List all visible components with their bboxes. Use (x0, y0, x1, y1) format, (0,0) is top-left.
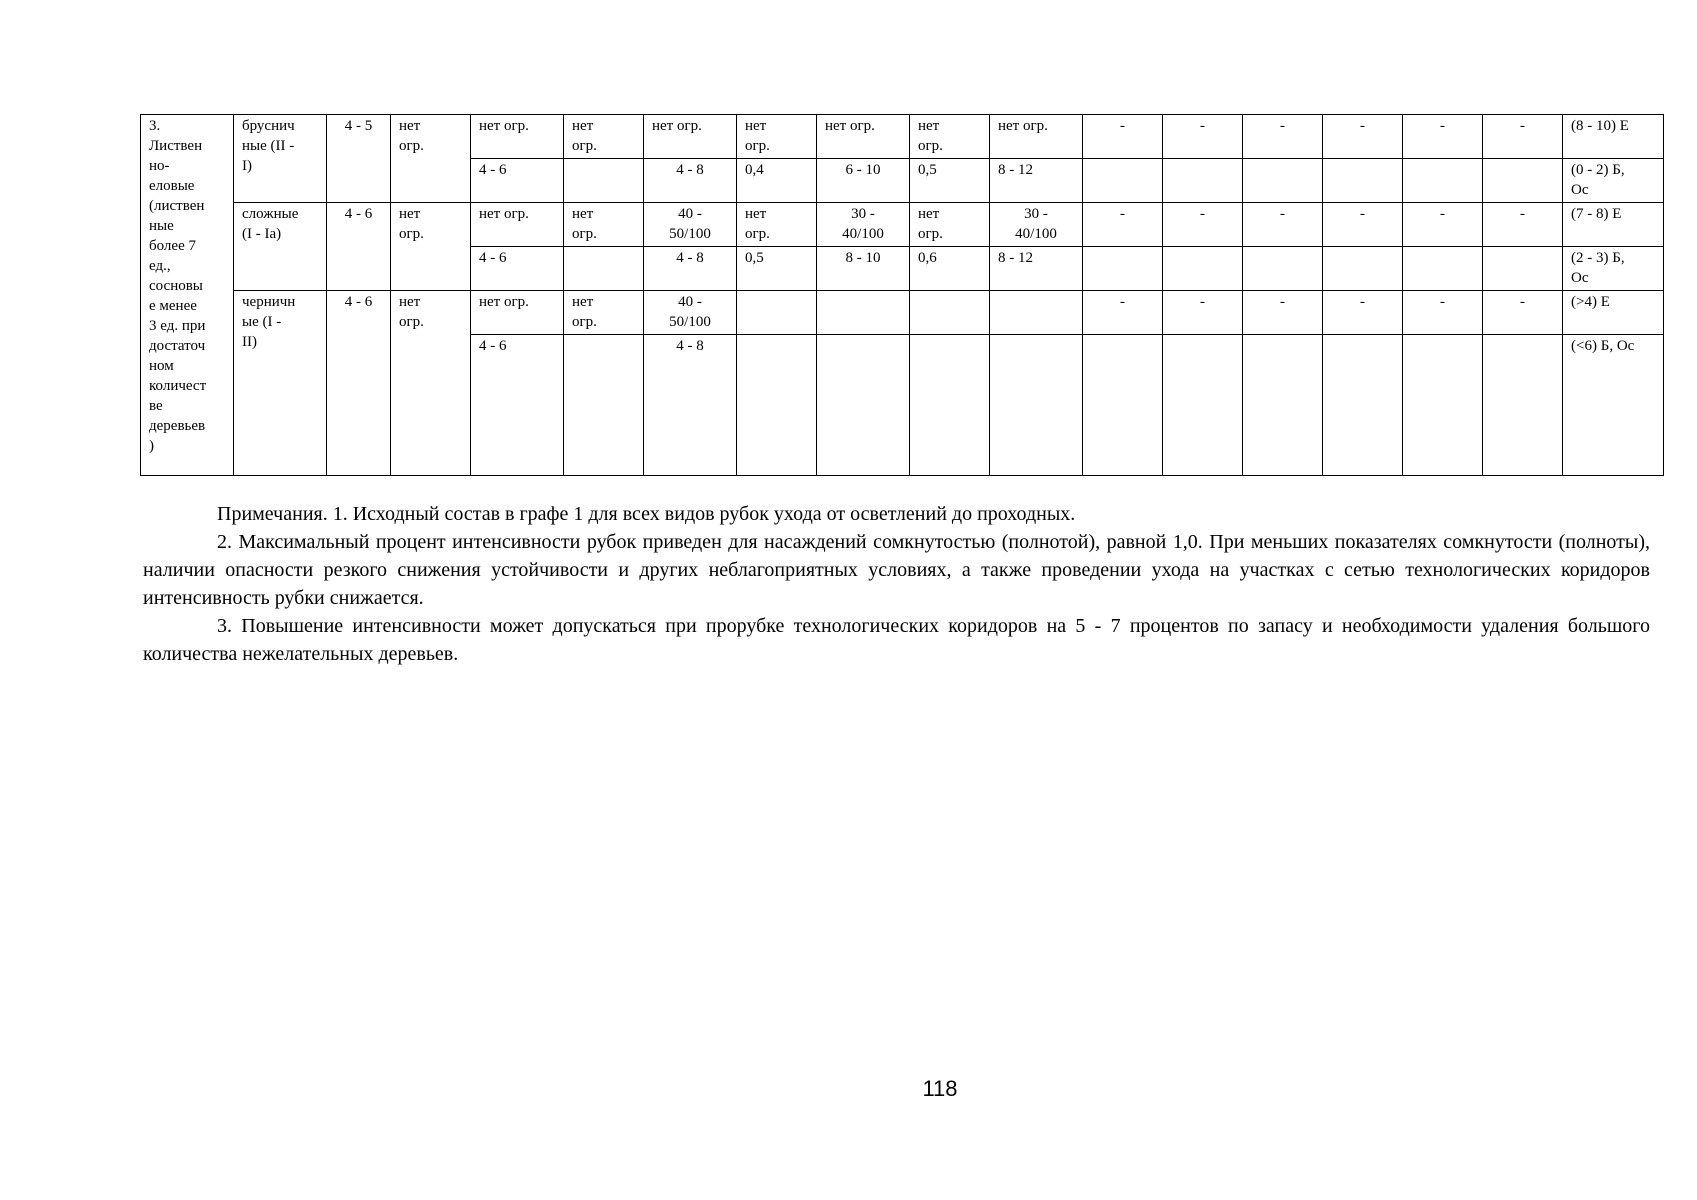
value-cell-c7: 4 - 8 (644, 247, 737, 291)
forest-type-cell: бруснич ные (II - I) (234, 115, 327, 203)
value-cell-c5: нет огр. (471, 115, 564, 159)
value-cell-c5: 4 - 6 (471, 247, 564, 291)
value-cell-c8: 0,4 (737, 159, 817, 203)
value-cell-c11 (990, 335, 1083, 476)
value-cell-c6 (564, 159, 644, 203)
empty-cell (1083, 247, 1163, 291)
dash-cell: - (1083, 115, 1163, 159)
value-cell-c7: 4 - 8 (644, 159, 737, 203)
value-cell-c10 (910, 335, 990, 476)
value-cell-c9 (817, 335, 910, 476)
dash-cell: - (1163, 291, 1243, 335)
value-cell-c9: нет огр. (817, 115, 910, 159)
value-cell-c5: 4 - 6 (471, 335, 564, 476)
dash-cell: - (1483, 115, 1563, 159)
composition-cell: (7 - 8) Е (1563, 203, 1664, 247)
age-cell: 4 - 6 (327, 291, 391, 476)
value-cell-c11: 30 - 40/100 (990, 203, 1083, 247)
composition-cell: (<6) Б, Ос (1563, 335, 1664, 476)
empty-cell (1403, 335, 1483, 476)
limit-cell: нет огр. (391, 203, 471, 291)
value-cell-c6: нет огр. (564, 203, 644, 247)
composition-cell: (>4) Е (1563, 291, 1664, 335)
value-cell-c10: нет огр. (910, 115, 990, 159)
value-cell-c10: 0,6 (910, 247, 990, 291)
value-cell-c8: нет огр. (737, 115, 817, 159)
value-cell-c11: нет огр. (990, 115, 1083, 159)
value-cell-c9: 6 - 10 (817, 159, 910, 203)
notes-section (143, 500, 1650, 668)
value-cell-c7: 40 - 50/100 (644, 203, 737, 247)
note-3: 3. Повышение интенсивности может допускаться при прорубке технологических коридоров на 5 - 7 процентов по запасу и необходимости удаления большого количества нежелательных деревьев. (143, 615, 1650, 665)
value-cell-c7: 4 - 8 (644, 335, 737, 476)
dash-cell: - (1083, 203, 1163, 247)
thinning-intensity-table (140, 114, 1664, 476)
value-cell-c6: нет огр. (564, 115, 644, 159)
dash-cell: - (1403, 115, 1483, 159)
value-cell-c10 (910, 291, 990, 335)
age-cell: 4 - 5 (327, 115, 391, 203)
value-cell-c9 (817, 291, 910, 335)
forest-type-cell: черничн ые (I - II) (234, 291, 327, 476)
value-cell-c5: нет огр. (471, 291, 564, 335)
empty-cell (1403, 159, 1483, 203)
age-cell: 4 - 6 (327, 203, 391, 291)
empty-cell (1323, 247, 1403, 291)
table-row (141, 203, 1664, 247)
composition-cell: (8 - 10) Е (1563, 115, 1664, 159)
dash-cell: - (1323, 203, 1403, 247)
empty-cell (1163, 159, 1243, 203)
empty-cell (1483, 159, 1563, 203)
table-body (141, 115, 1664, 476)
group-label-cell: 3. Листвен но- еловые (листвен ные более 7 ед., сосновы е менее 3 ед. при достаточ ном количест ве деревьев ) (141, 115, 234, 476)
table-row (141, 115, 1664, 159)
value-cell-c7: нет огр. (644, 115, 737, 159)
dash-cell: - (1083, 291, 1163, 335)
value-cell-c6: нет огр. (564, 291, 644, 335)
value-cell-c8: нет огр. (737, 203, 817, 247)
limit-cell: нет огр. (391, 291, 471, 476)
note-2: 2. Максимальный процент интенсивности рубок приведен для насаждений сомкнутостью (полнотой), равной 1,0. При меньших показателях сомкнутости (полноты), наличии опасности резкого снижения устойчивости и других неблагоприятных условиях, а также проведении ухода на участках с сетью технологических коридоров интенсивность рубки снижается. (143, 531, 1650, 609)
dash-cell: - (1403, 291, 1483, 335)
empty-cell (1403, 247, 1483, 291)
empty-cell (1083, 159, 1163, 203)
dash-cell: - (1163, 115, 1243, 159)
value-cell-c11: 8 - 12 (990, 247, 1083, 291)
value-cell-c9: 30 - 40/100 (817, 203, 910, 247)
value-cell-c11 (990, 291, 1083, 335)
dash-cell: - (1483, 203, 1563, 247)
empty-cell (1483, 247, 1563, 291)
empty-cell (1323, 159, 1403, 203)
empty-cell (1243, 159, 1323, 203)
value-cell-c9: 8 - 10 (817, 247, 910, 291)
dash-cell: - (1323, 291, 1403, 335)
value-cell-c5: нет огр. (471, 203, 564, 247)
value-cell-c5: 4 - 6 (471, 159, 564, 203)
value-cell-c10: 0,5 (910, 159, 990, 203)
value-cell-c6 (564, 247, 644, 291)
limit-cell: нет огр. (391, 115, 471, 203)
empty-cell (1163, 335, 1243, 476)
empty-cell (1483, 335, 1563, 476)
empty-cell (1083, 335, 1163, 476)
dash-cell: - (1483, 291, 1563, 335)
table-row (141, 291, 1664, 335)
composition-cell: (0 - 2) Б, Ос (1563, 159, 1664, 203)
empty-cell (1243, 247, 1323, 291)
empty-cell (1323, 335, 1403, 476)
empty-cell (1243, 335, 1323, 476)
empty-cell (1163, 247, 1243, 291)
composition-cell: (2 - 3) Б, Ос (1563, 247, 1664, 291)
value-cell-c8 (737, 291, 817, 335)
dash-cell: - (1323, 115, 1403, 159)
forest-type-cell: сложные (I - Ia) (234, 203, 327, 291)
value-cell-c10: нет огр. (910, 203, 990, 247)
dash-cell: - (1403, 203, 1483, 247)
dash-cell: - (1243, 203, 1323, 247)
value-cell-c8: 0,5 (737, 247, 817, 291)
page-number: 118 (922, 1076, 958, 1101)
value-cell-c7: 40 - 50/100 (644, 291, 737, 335)
value-cell-c11: 8 - 12 (990, 159, 1083, 203)
dash-cell: - (1243, 291, 1323, 335)
dash-cell: - (1243, 115, 1323, 159)
value-cell-c8 (737, 335, 817, 476)
value-cell-c6 (564, 335, 644, 476)
note-1: Примечания. 1. Исходный состав в графе 1 для всех видов рубок ухода от осветлений до проходных. (217, 503, 1076, 525)
dash-cell: - (1163, 203, 1243, 247)
